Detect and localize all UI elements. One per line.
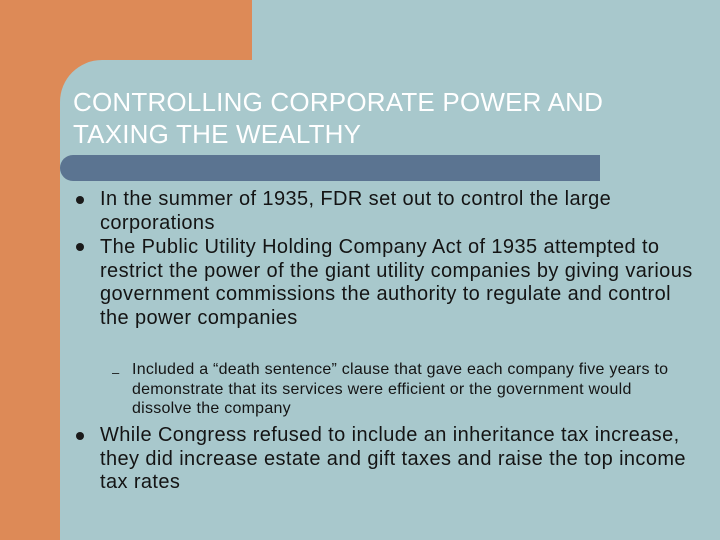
slide-title: CONTROLLING CORPORATE POWER AND TAXING THE WEALTHY xyxy=(73,87,604,149)
bullet-icon xyxy=(76,196,84,204)
title-underline-bar xyxy=(60,155,600,181)
sub-bullet-item: Included a “death sentence” clause that gave each company five years to demonstrate that its services were efficient or the government would dissolve the company xyxy=(132,361,669,417)
bullet-icon xyxy=(76,432,84,440)
bullet-item-3: While Congress refused to include an inheritance tax increase, they did increase estate and gift taxes and raise the top income tax rates xyxy=(100,424,686,493)
dash-icon: – xyxy=(112,365,120,380)
bullet-item-2: The Public Utility Holding Company Act of 1935 attempted to restrict the power of the giant utility companies by giving various government commissions the authority to regulate and control the power companies xyxy=(100,236,693,329)
bullet-item-1: In the summer of 1935, FDR set out to control the large corporations xyxy=(100,188,612,234)
bullet-icon xyxy=(76,243,84,251)
